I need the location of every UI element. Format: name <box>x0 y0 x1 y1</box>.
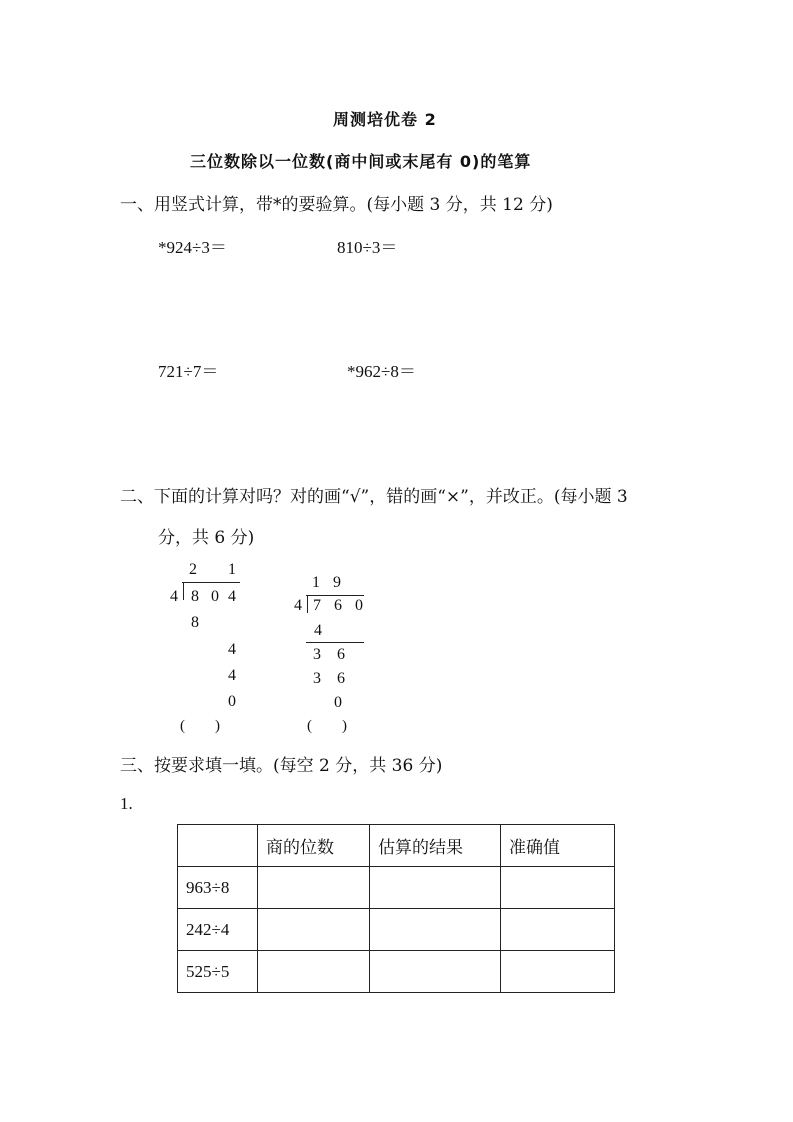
problem-2: 810÷3＝ <box>337 238 398 257</box>
calc2-division-bracket <box>307 595 308 613</box>
calc1-dividend-digit: 8 <box>191 588 199 605</box>
calc1-division-bar <box>182 582 240 583</box>
table-cell-expression: 525÷5 <box>178 951 258 993</box>
table-header-cell: 商的位数 <box>258 825 370 867</box>
table-cell-expression: 242÷4 <box>178 909 258 951</box>
calc2-remainder: 0 <box>334 694 342 711</box>
table-cell-answer[interactable] <box>370 951 501 993</box>
section2-heading-line2: 分，共 6 分) <box>158 528 255 548</box>
calc1-division-bracket <box>183 582 184 600</box>
table-header-cell: 估算的结果 <box>370 825 501 867</box>
calc2-dividend-digit: 0 <box>355 597 363 614</box>
table-header-row <box>178 825 615 867</box>
table-cell-answer[interactable] <box>258 867 370 909</box>
table-cell-answer[interactable] <box>370 867 501 909</box>
calc2-dividend-digit: 6 <box>334 597 342 614</box>
answer-bracket-1: ( ) <box>180 718 220 734</box>
calc1-step: 4 <box>228 641 236 658</box>
calc1-remainder: 0 <box>228 693 236 710</box>
table-row <box>178 951 615 993</box>
section2-heading-line1: 二、下面的计算对吗？对的画“√”，错的画“×”，并改正。(每小题 3 <box>120 487 628 507</box>
table-cell-answer[interactable] <box>501 909 615 951</box>
calc2-division-bar <box>306 595 364 596</box>
calc2-dividend-digit: 7 <box>313 597 321 614</box>
table-cell-answer[interactable] <box>370 909 501 951</box>
fill-in-table <box>177 824 615 993</box>
answer-bracket-2: ( ) <box>307 718 347 734</box>
problem-1: *924÷3＝ <box>158 238 227 257</box>
calc2-quotient-digit: 1 <box>312 574 320 591</box>
calc2-step: 3 6 <box>313 646 351 663</box>
table-row <box>178 867 615 909</box>
calc1-divisor: 4 <box>170 588 178 605</box>
problem-3: 721÷7＝ <box>158 362 219 381</box>
problem-4: *962÷8＝ <box>347 362 416 381</box>
table-row <box>178 909 615 951</box>
table-header-cell: 准确值 <box>501 825 615 867</box>
table-header-cell <box>178 825 258 867</box>
calc2-step: 3 6 <box>313 670 351 687</box>
item-number: 1. <box>120 794 133 813</box>
calc2-divisor: 4 <box>294 597 302 614</box>
section1-heading: 一、用竖式计算，带*的要验算。(每小题 3 分，共 12 分) <box>120 195 553 215</box>
calc1-quotient-digit: 2 <box>189 561 197 578</box>
table-cell-answer[interactable] <box>258 951 370 993</box>
table-cell-answer[interactable] <box>501 867 615 909</box>
page-title: 周测培优卷 2 <box>333 110 437 129</box>
table-cell-expression: 963÷8 <box>178 867 258 909</box>
calc2-step: 4 <box>314 622 322 639</box>
calc2-subtraction-line <box>306 642 364 643</box>
calc1-step: 4 <box>228 667 236 684</box>
section3-heading: 三、按要求填一填。(每空 2 分，共 36 分) <box>120 756 443 776</box>
calc1-dividend-digit: 0 <box>211 588 219 605</box>
calc1-step: 8 <box>191 614 199 631</box>
calc1-quotient-digit: 1 <box>228 561 236 578</box>
calc2-quotient-digit: 9 <box>333 574 341 591</box>
table-cell-answer[interactable] <box>501 951 615 993</box>
page-subtitle: 三位数除以一位数(商中间或末尾有 0)的笔算 <box>190 152 532 171</box>
table-cell-answer[interactable] <box>258 909 370 951</box>
calc1-dividend-digit: 4 <box>228 588 236 605</box>
